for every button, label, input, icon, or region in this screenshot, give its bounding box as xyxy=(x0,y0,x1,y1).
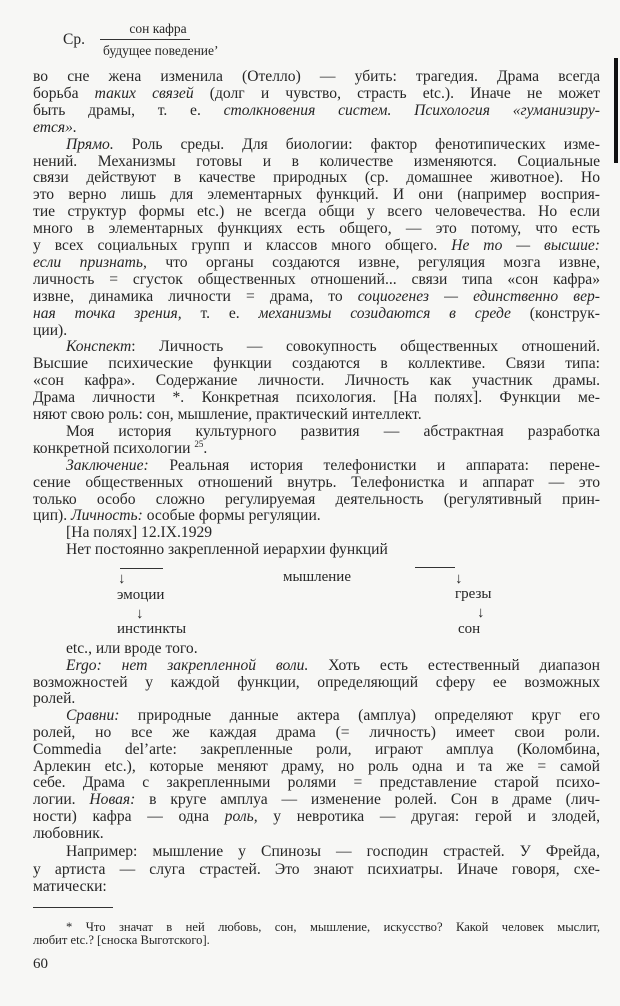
text-line xyxy=(33,791,600,809)
footnote-line: * Что значат в ней любовь, сон, мышление, искусство? Какой человек мыслит, xyxy=(66,920,600,934)
text-segment: ции). xyxy=(33,321,68,339)
text-line xyxy=(33,119,600,137)
emphasized-text: механизмы созидаются в среде xyxy=(258,304,511,322)
text-segment: [На полях] 12.IX.1929 xyxy=(66,524,213,542)
emphasized-text: если признать, xyxy=(33,253,147,271)
emphasized-text: Сравни: xyxy=(66,707,120,725)
text-line xyxy=(33,102,600,120)
text-segment: природные данные актера (амплуа) определяют круг его xyxy=(119,707,600,725)
diagram-emotions: эмоции xyxy=(117,587,165,603)
text-line xyxy=(33,406,600,424)
emphasized-text: таких связей xyxy=(94,84,194,102)
text-segment: Арлекин etc.), которые меняют драму, но роль одна и та же = самой xyxy=(33,757,600,775)
text-segment: Например: мышление у Спинозы — господин страстей. У Фрейда, xyxy=(66,843,600,860)
text-line xyxy=(33,322,600,340)
emphasized-text: ная точка зрения, xyxy=(33,304,182,322)
emphasized-text: Заключение: xyxy=(66,456,149,474)
text-line xyxy=(33,68,600,86)
text-segment: ролей. xyxy=(33,690,76,708)
text-line xyxy=(33,861,600,879)
text-line xyxy=(66,338,600,356)
text-segment: извне, динамика личности = драма, то xyxy=(33,287,358,305)
endnote-reference: 25 xyxy=(194,438,204,449)
text-segment: во сне жена изменила (Отелло) — убить: трагедия. Драма всегда xyxy=(33,68,600,85)
text-segment: что органы создаются извне, регуляция мозга извне, xyxy=(146,253,600,271)
text-segment: (конструк- xyxy=(510,304,600,322)
text-line xyxy=(66,136,600,154)
emphasized-text: Личность: xyxy=(71,507,143,525)
text-line xyxy=(66,541,600,559)
text-segment: возможностей у каждой функции, определяющий сферу ее возможных xyxy=(33,673,600,691)
diagram-daydreams: грезы xyxy=(455,586,492,602)
text-line xyxy=(33,372,600,390)
text-segment: сение общественных отношений внутрь. Телефонистка и аппарат — это xyxy=(33,473,600,491)
text-line xyxy=(33,220,600,238)
text-segment: Моя история культурного развития — абстрактная разработка xyxy=(66,422,600,440)
text-segment: Высшие психические функции создаются в коллективе. Связи типа: xyxy=(33,355,600,373)
fraction-denominator: будущее поведение’ xyxy=(103,43,219,58)
text-line xyxy=(33,674,600,692)
text-segment: няют свою роль: сон, мышление, практический интеллект. xyxy=(33,406,422,423)
diagram-sleep: сон xyxy=(458,621,481,637)
text-segment: Commedia del’arte: закрепленные роли, играют амплуа (Коломбина, xyxy=(33,740,600,758)
text-segment: быть драмы, т. е. xyxy=(33,101,224,119)
text-line xyxy=(33,271,600,289)
text-line xyxy=(33,254,600,272)
text-segment: личность = сгусток общественных отношений... связи типа «сон кафра» xyxy=(33,270,600,288)
arrow-down-icon: ↓ xyxy=(477,605,485,621)
text-segment: много в элементарных функциях есть общего, — это потому, что есть xyxy=(33,220,600,238)
text-line xyxy=(33,507,600,525)
diagram-center-label: мышление xyxy=(283,569,351,585)
emphasized-text: столкновения систем. Психология «гуманизиру- xyxy=(223,101,600,119)
text-segment: в круге амплуа — изменение ролей. Сон в драме (лич- xyxy=(135,791,600,809)
text-segment: : Личность — совокупность общественных отношений. xyxy=(131,338,600,356)
text-segment: (долг и чувство, страсть etc.). Иначе не может xyxy=(193,84,600,102)
text-line xyxy=(33,825,600,843)
text-line xyxy=(66,640,600,658)
text-segment: конкретной психологии xyxy=(33,439,195,457)
text-segment: любовник. xyxy=(33,824,104,842)
text-line xyxy=(33,878,600,896)
text-line xyxy=(33,288,600,306)
text-line xyxy=(33,305,600,323)
text-line xyxy=(33,758,600,776)
emphasized-text: Ergo: нет закрепленной воли. xyxy=(66,656,309,674)
text-segment: это верно лишь для элементарных функций. И они (например восприя- xyxy=(33,186,600,204)
text-segment: т. е. xyxy=(181,304,259,322)
text-segment: только особо сложно регулируемая деятельность (регулятивный прин- xyxy=(33,490,600,508)
fraction-bar xyxy=(100,39,190,40)
text-segment: нений. Механизмы готовы и в количестве изменяются. Социальные xyxy=(33,152,600,170)
text-line xyxy=(33,474,600,492)
text-line xyxy=(66,707,600,725)
text-segment: тие структур формы etc.) не всегда общи у всего человечества. Но если xyxy=(33,203,600,221)
text-segment: ности) кафра — одна xyxy=(33,808,225,825)
text-segment: у всех социальных групп и классов много общего. xyxy=(33,237,452,254)
emphasized-text: Прямо. xyxy=(66,135,114,153)
text-line xyxy=(33,774,600,792)
emphasized-text: роль, xyxy=(224,808,258,825)
footnote-rule xyxy=(33,907,113,908)
text-line xyxy=(33,355,600,373)
text-line xyxy=(66,657,600,675)
text-segment: etc., или вроде того. xyxy=(66,640,198,657)
diagram-instincts: инстинкты xyxy=(117,621,187,637)
text-line xyxy=(66,423,600,441)
text-segment: «сон кафра». Содержание личности. Личность как участник драмы. xyxy=(33,372,600,390)
text-line xyxy=(33,491,600,509)
text-segment: . xyxy=(203,439,208,457)
text-line xyxy=(33,169,600,187)
text-segment: логии. xyxy=(33,791,90,809)
text-segment: матически: xyxy=(33,878,107,895)
text-segment: борьба xyxy=(33,84,95,102)
text-segment: связи действуют в качестве природных (ср. домашнее животное). Но xyxy=(33,169,600,187)
text-line xyxy=(33,203,600,221)
emphasized-text: ется». xyxy=(33,118,77,136)
text-line xyxy=(33,808,600,826)
text-segment: ролей, но все же каждая драма (= личность) имеет свои роли. xyxy=(33,724,600,741)
emphasized-text: Новая: xyxy=(89,791,136,809)
scan-edge xyxy=(614,58,618,163)
text-segment: особые формы регуляции. xyxy=(142,507,321,525)
text-line xyxy=(66,524,600,542)
text-line xyxy=(33,724,600,742)
text-line xyxy=(33,690,600,708)
text-segment: себе. Драма с закрепленными ролями = представление старой психо- xyxy=(33,774,600,792)
text-line xyxy=(33,153,600,171)
text-segment: цип). xyxy=(33,507,72,525)
text-line xyxy=(66,843,600,861)
page-number: 60 xyxy=(33,956,48,972)
arrow-down-icon: ↓ xyxy=(455,571,463,587)
text-segment: Роль среды. Для биологии: фактор фенотипических изме- xyxy=(113,135,600,153)
text-line xyxy=(33,85,600,103)
text-line xyxy=(33,389,600,407)
text-segment: у артиста — слуга страстей. Это знают психиатры. Иначе говоря, схе- xyxy=(33,860,600,878)
footnote-line: любит etc.? [сноска Выготского]. xyxy=(33,933,210,947)
text-segment: у невротика — другая: герой и злодей, xyxy=(257,808,601,825)
emphasized-text: Конспект xyxy=(66,338,132,356)
text-line xyxy=(66,457,600,475)
left-overline xyxy=(120,568,163,569)
fraction-numerator: сон кафра xyxy=(129,21,187,36)
text-line xyxy=(33,186,600,204)
emphasized-text: Не то — высшие: xyxy=(451,237,600,254)
text-segment: Реальная история телефонистки и аппарата: перене- xyxy=(148,456,600,474)
text-line xyxy=(33,741,600,759)
right-overline xyxy=(415,567,455,568)
text-segment: Хоть есть естественный диапазон xyxy=(308,656,600,674)
arrow-down-icon: ↓ xyxy=(136,606,144,622)
text-line xyxy=(33,440,600,458)
arrow-down-icon: ↓ xyxy=(118,571,126,587)
text-line xyxy=(33,237,600,255)
text-segment: Драма личности *. Конкретная психология. [На полях]. Функции ме- xyxy=(33,389,600,407)
text-segment: Нет постоянно закрепленной иерархии функций xyxy=(66,541,388,559)
fraction-prefix: Ср. xyxy=(63,31,85,48)
emphasized-text: социогенез — единственно вер- xyxy=(357,287,600,305)
